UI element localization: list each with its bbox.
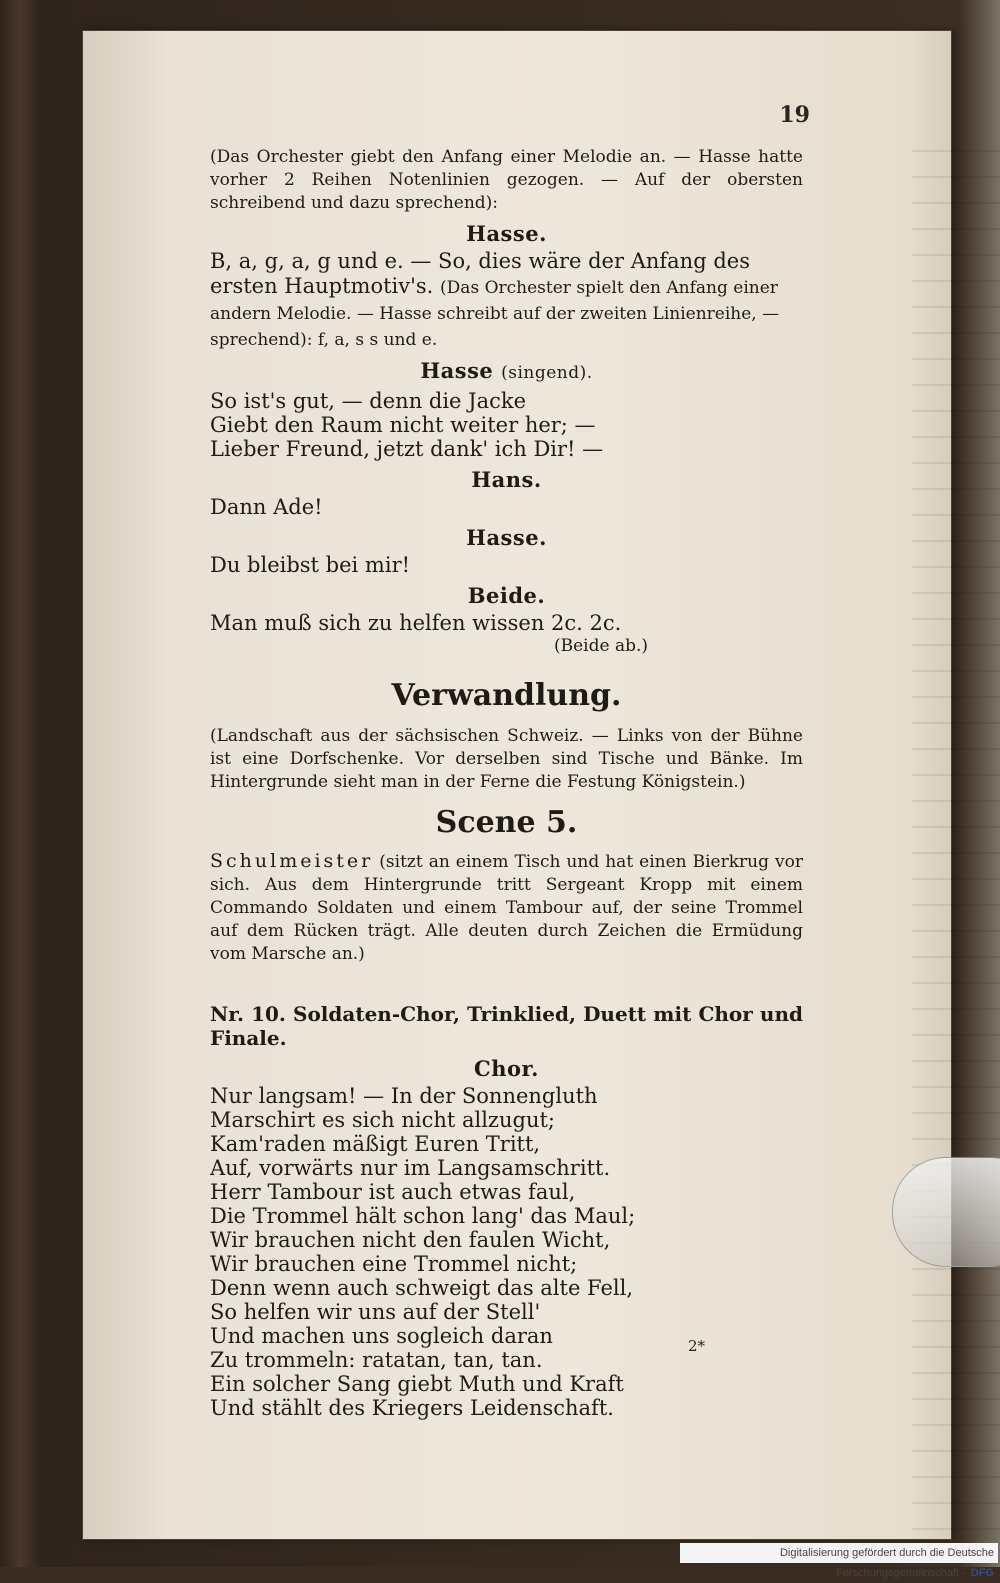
stage-direction-text: (sitzt an einem Tisch und hat einen Bierkrug vor sich. Aus dem Hintergrunde tritt Sergeant Kropp mit einem Commando Soldaten und einem Tambour auf, der seine Trommel auf dem Rücken trägt. Alle deuten durch Zeichen die Ermüdung vom Marsche an.) [210, 852, 803, 964]
stage-direction: (Das Orchester giebt den Anfang einer Melodie an. — Hasse hatte vorher 2 Reihen Notenlinien gezogen. — Auf der obersten schreibend und dazu sprechend): [210, 147, 803, 213]
number-heading: Nr. 10. Soldaten-Chor, Trinklied, Duett mit Chor und Finale. [210, 1002, 803, 1050]
verse-line: Auf, vorwärts nur im Langsamschritt. [210, 1156, 611, 1180]
verse-line: Und machen uns sogleich daran [210, 1324, 553, 1348]
verse-line: Man muß sich zu helfen wissen 2c. 2c. [210, 611, 622, 635]
speaker-heading [210, 355, 803, 389]
speaker-note: (singend). [501, 363, 593, 383]
verse-line: Marschirt es sich nicht allzugut; [210, 1108, 555, 1132]
verse-line: Du bleibst bei mir! [210, 553, 411, 577]
verse-line: Die Trommel hält schon lang' das Maul; [210, 1204, 636, 1228]
speaker-heading: Chor. [474, 1056, 539, 1081]
verse-line: Ein solcher Sang giebt Muth und Kraft [210, 1372, 624, 1396]
verse-line: So ist's gut, — denn die Jacke [210, 389, 527, 413]
speaker-heading: Hasse. [466, 221, 547, 246]
signature-mark: 2* [688, 1337, 706, 1355]
page-content [210, 146, 803, 1420]
verse-line: So helfen wir uns auf der Stell' [210, 1300, 541, 1324]
verse-line: Giebt den Raum nicht weiter her; — [210, 413, 596, 437]
verse-line: Nur langsam! — In der Sonnengluth [210, 1084, 598, 1108]
verse-line: Lieber Freund, jetzt dank' ich Dir! — [210, 437, 604, 461]
show-through [912, 150, 1000, 1530]
verse-line: Kam'raden mäßigt Euren Tritt, [210, 1132, 541, 1156]
dfg-logo: DFG [970, 1567, 994, 1579]
verse-line: Und stählt des Kriegers Leidenschaft. [210, 1396, 614, 1420]
speaker-name: Hasse [420, 358, 494, 383]
speech [210, 249, 803, 352]
stage-direction: (Landschaft aus der sächsischen Schweiz. — Links von der Bühne ist eine Dorfschenke. Vor derselben sind Tische und Bänke. Im Hintergrunde sieht man in der Ferne die Festung Königstein.) [210, 726, 803, 792]
speaker-heading: Hasse. [466, 525, 547, 550]
verse-line: Dann Ade! [210, 495, 323, 519]
speaker-heading: Beide. [467, 583, 546, 608]
verse-line: Wir brauchen eine Trommel nicht; [210, 1252, 578, 1276]
verse-line: Zu trommeln: ratatan, tan, tan. [210, 1348, 543, 1372]
verse-line: Denn wenn auch schweigt das alte Fell, [210, 1276, 634, 1300]
page-number: 19 [779, 102, 810, 128]
stage-direction [210, 850, 803, 966]
funding-footer [680, 1543, 998, 1579]
stage-direction-inline: (Das Orchester spielt den Anfang einer andern Melodie. — Hasse schreibt auf der zweiten Linienreihe, — sprechend): f, a, s s und e. [210, 278, 780, 350]
footer-text: Digitalisierung gefördert durch die Deutsche Forschungsgemeinschaft - [779, 1547, 994, 1579]
exit-direction: (Beide ab.) [553, 636, 648, 656]
verse-line: Herr Tambour ist auch etwas faul, [210, 1180, 576, 1204]
page-holder-clip [892, 1157, 1000, 1267]
character-name: Schulmeister [210, 850, 374, 872]
verse-line: Wir brauchen nicht den faulen Wicht, [210, 1228, 611, 1252]
speaker-heading: Hans. [471, 467, 542, 492]
scene-heading: Scene 5. [435, 805, 578, 840]
section-heading: Verwandlung. [391, 678, 622, 713]
speech-text: B, a, g, a, g und e. — So, dies wäre der Anfang des ersten Hauptmotiv's. [210, 249, 750, 298]
